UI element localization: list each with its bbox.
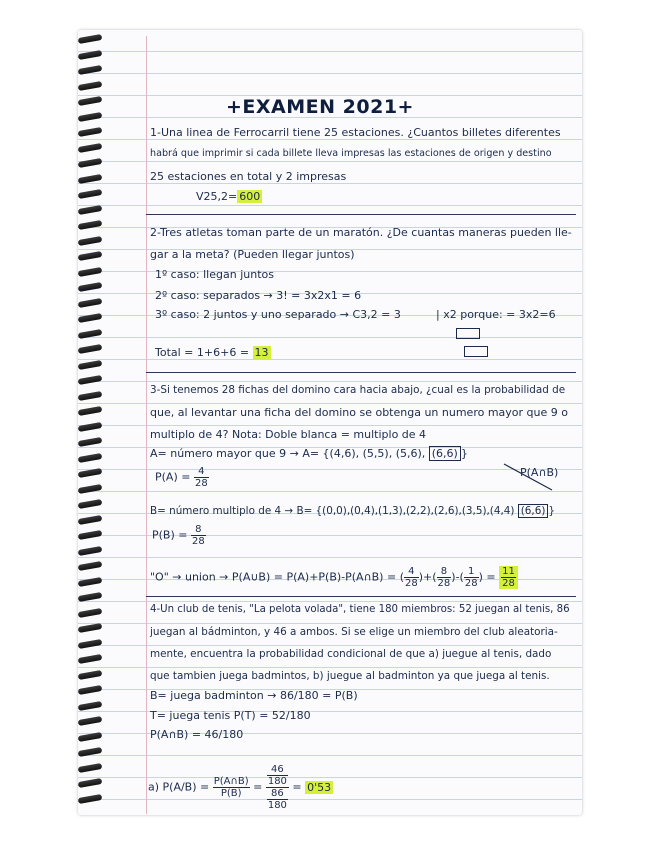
spiral-coil (78, 297, 103, 307)
q1-answer-value: 600 (239, 190, 261, 203)
q3-line-3: multiplo de 4? Nota: Doble blanca = multiplo de 4 (150, 428, 427, 441)
q4-fraction-top-num: 46 (267, 764, 288, 776)
spiral-binding (78, 32, 104, 814)
q3-union-frac-3-num: 1 (464, 566, 479, 578)
spiral-coil (78, 173, 103, 183)
spiral-coil (78, 111, 103, 121)
spiral-coil (78, 204, 103, 214)
spiral-coil (78, 669, 103, 679)
q4-fraction-top-den: 180 (267, 776, 287, 787)
q3-set-b-intersection: (6,6) (518, 504, 549, 518)
q1-answer-prefix: V25,2= (196, 190, 238, 203)
q3-set-a (150, 447, 468, 460)
spiral-coil (78, 607, 103, 617)
q2-case-2: 2º caso: separados → 3! = 3x2x1 = 6 (155, 289, 362, 302)
q4-line-2: juegan al bádminton, y 46 a ambos. Si se elige un miembro del club aleatoria- (150, 626, 558, 638)
q3-union: "O" → union → P(A∪B) = P(A)+P(B)-P(A∩B) = ( $\frac{4}{28}$ )+( $\frac{8}{28}$ )-( $\frac{1}{28}$ ) = $\frac{11}{28}$ (150, 566, 518, 589)
spiral-coil (78, 530, 103, 540)
q3-line-1: 3-Si tenemos 28 fichas del domino cara hacia abajo, ¿cual es la probabilidad de (150, 384, 566, 396)
q3-prob-b-den: 28 (191, 536, 205, 547)
q4-def-ab: P(A∩B) = 46/180 (150, 728, 244, 741)
spiral-coil (78, 685, 103, 695)
spiral-coil (78, 731, 103, 741)
q3-prob-b-fraction (191, 524, 206, 547)
q3-set-a-intersection: (6,6) (429, 446, 461, 461)
q3-prob-a-num: 4 (194, 466, 209, 478)
q2-case-3: 3º caso: 2 juntos y uno separado → C3,2 = 3 (155, 308, 401, 321)
q3-set-a-text: A= número mayor que 9 → A= {(4,6), (5,5), (5,6), (150, 447, 426, 460)
spiral-coil (78, 359, 103, 369)
q2-total-value: 13 (254, 346, 269, 359)
spiral-coil (78, 266, 103, 276)
q3-intersection-label: P(A∩B) (520, 466, 559, 479)
spiral-coil (78, 468, 103, 478)
spiral-coil (78, 34, 103, 44)
spiral-coil (78, 514, 103, 524)
margin-line (146, 36, 147, 814)
spiral-coil (78, 220, 103, 230)
q4-answer-a-compound-bottom (266, 788, 289, 811)
q2-total-prefix: Total = 1+6+6 = (155, 346, 250, 359)
q4-answer-a-formula-num: P(A∩B) (213, 776, 249, 787)
spiral-coil (78, 65, 103, 75)
q3-union-frac-2-num: 8 (437, 566, 452, 578)
spiral-coil (78, 251, 103, 261)
q4-fraction-bottom (267, 788, 288, 811)
q4-line-1: 4-Un club de tenis, "La pelota volada", tiene 180 miembros: 52 juegan al tenis, 86 (150, 604, 570, 615)
q1-line-3: 25 estaciones en total y 2 impresas (150, 170, 347, 183)
q3-set-b-text: B= número multiplo de 4 → B= {(0,0),(0,4),(1,3),(2,2),(2,6),(3,5),(4,4) (150, 505, 515, 517)
spiral-coil (78, 127, 103, 137)
q4-answer-a-prefix: a) P(A/B) = (148, 780, 210, 794)
q2-line-1: 2-Tres atletas toman parte de un maratón. ¿De cuantas maneras pueden lle- (150, 226, 572, 239)
q1-line-2: habrá que imprimir si cada billete lleva impresas las estaciones de origen y destino (150, 148, 552, 159)
spiral-coil (78, 762, 103, 772)
q3-prob-b-prefix: P(B) = (152, 528, 188, 542)
q3-prob-a (155, 466, 209, 489)
q4-def-b: B= juega badminton → 86/180 = P(B) (150, 689, 358, 702)
q4-line-4: que tambien juega badmintos, b) juegue al badminton ya que juega al tenis. (150, 670, 550, 682)
spiral-coil (78, 499, 103, 509)
spiral-coil (78, 700, 103, 710)
q3-set-a-end: } (460, 447, 468, 460)
spiral-coil (78, 49, 103, 59)
q2-total (155, 346, 271, 359)
spiral-coil (78, 576, 103, 586)
spiral-coil (78, 747, 103, 757)
separator-1 (146, 214, 576, 215)
q4-answer-a: a) P(A/B) = $\frac{P(A\cap B)}{P(B)}$ = $\frac{\frac{46}{180}}{\frac{86}{180}}$ = 0'53 (148, 764, 332, 811)
q3-union-frac-1-den: 28 (405, 578, 418, 589)
spiral-coil (78, 592, 103, 602)
q4-line-3: mente, encuentra la probabilidad condicional de que a) juegue al tenis, dado (150, 648, 552, 660)
q3-set-b (150, 505, 555, 517)
q3-union-frac-3 (464, 566, 479, 589)
spiral-coil (78, 189, 103, 199)
q3-union-result-den: 28 (502, 578, 515, 589)
q4-answer-a-compound-top (266, 764, 289, 788)
spiral-coil (78, 793, 103, 803)
q3-prob-a-fraction (194, 466, 209, 489)
q3-prob-b (152, 524, 206, 547)
spiral-coil (78, 452, 103, 462)
spiral-coil (78, 390, 103, 400)
q3-line-2: que, al levantar una ficha del domino se obtenga un numero mayor que 9 o (150, 406, 568, 419)
spiral-coil (78, 80, 103, 90)
q3-prob-a-prefix: P(A) = (155, 470, 191, 484)
q4-fraction-bottom-den: 180 (267, 800, 287, 811)
q4-answer-a-result: 0'53 (307, 780, 332, 794)
q2-case-3-note: | x2 porque: = 3x2=6 (436, 308, 556, 321)
q3-union-frac-2 (437, 566, 452, 589)
q4-fraction-top (267, 764, 288, 787)
spiral-coil (78, 545, 103, 555)
spiral-coil (78, 638, 103, 648)
q4-answer-a-formula (213, 776, 250, 799)
q1-line-1: 1-Una linea de Ferrocarril tiene 25 estaciones. ¿Cuantos billetes diferentes (150, 126, 561, 139)
spiral-coil (78, 716, 103, 726)
q3-prob-b-num: 8 (191, 524, 206, 536)
spiral-coil (78, 328, 103, 338)
q3-union-frac-3-den: 28 (464, 578, 478, 589)
spiral-coil (78, 344, 103, 354)
q4-answer-a-formula-den: P(B) (220, 788, 242, 799)
q2-sketch-box-2 (464, 346, 488, 357)
spiral-coil (78, 437, 103, 447)
spiral-coil (78, 561, 103, 571)
q2-case-1: 1º caso: llegan juntos (155, 268, 274, 281)
spiral-coil (78, 375, 103, 385)
q3-union-result-num: 11 (502, 566, 515, 577)
q3-union-frac-1 (404, 566, 419, 589)
q4-answer-a-compound (266, 764, 289, 811)
q3-union-frac-2-den: 28 (437, 578, 451, 589)
spiral-coil (78, 654, 103, 664)
q3-union-frac-1-num: 4 (404, 566, 419, 578)
q2-sketch-box-1 (456, 328, 480, 339)
exam-title: +EXAMEN 2021+ (226, 96, 414, 118)
spiral-coil (78, 483, 103, 493)
q3-union-prefix: "O" → union → P(A∪B) = P(A)+P(B)-P(A∩B) = (150, 570, 397, 584)
spiral-coil (78, 158, 103, 168)
spiral-coil (78, 282, 103, 292)
separator-2 (146, 372, 576, 373)
q3-set-b-end: } (548, 505, 556, 517)
q4-def-t: T= juega tenis P(T) = 52/180 (150, 709, 311, 722)
q4-fraction-bottom-num: 86 (267, 788, 288, 800)
q3-prob-a-den: 28 (194, 478, 208, 489)
spiral-coil (78, 778, 103, 788)
q3-union-result (499, 566, 518, 589)
spiral-coil (78, 623, 103, 633)
q1-answer (196, 190, 262, 203)
spiral-coil (78, 406, 103, 416)
separator-3 (146, 596, 576, 597)
spiral-coil (78, 313, 103, 323)
spiral-coil (78, 142, 103, 152)
spiral-coil (78, 235, 103, 245)
q2-line-2: gar a la meta? (Pueden llegar juntos) (150, 248, 355, 261)
spiral-coil (78, 421, 103, 431)
spiral-coil (78, 96, 103, 106)
